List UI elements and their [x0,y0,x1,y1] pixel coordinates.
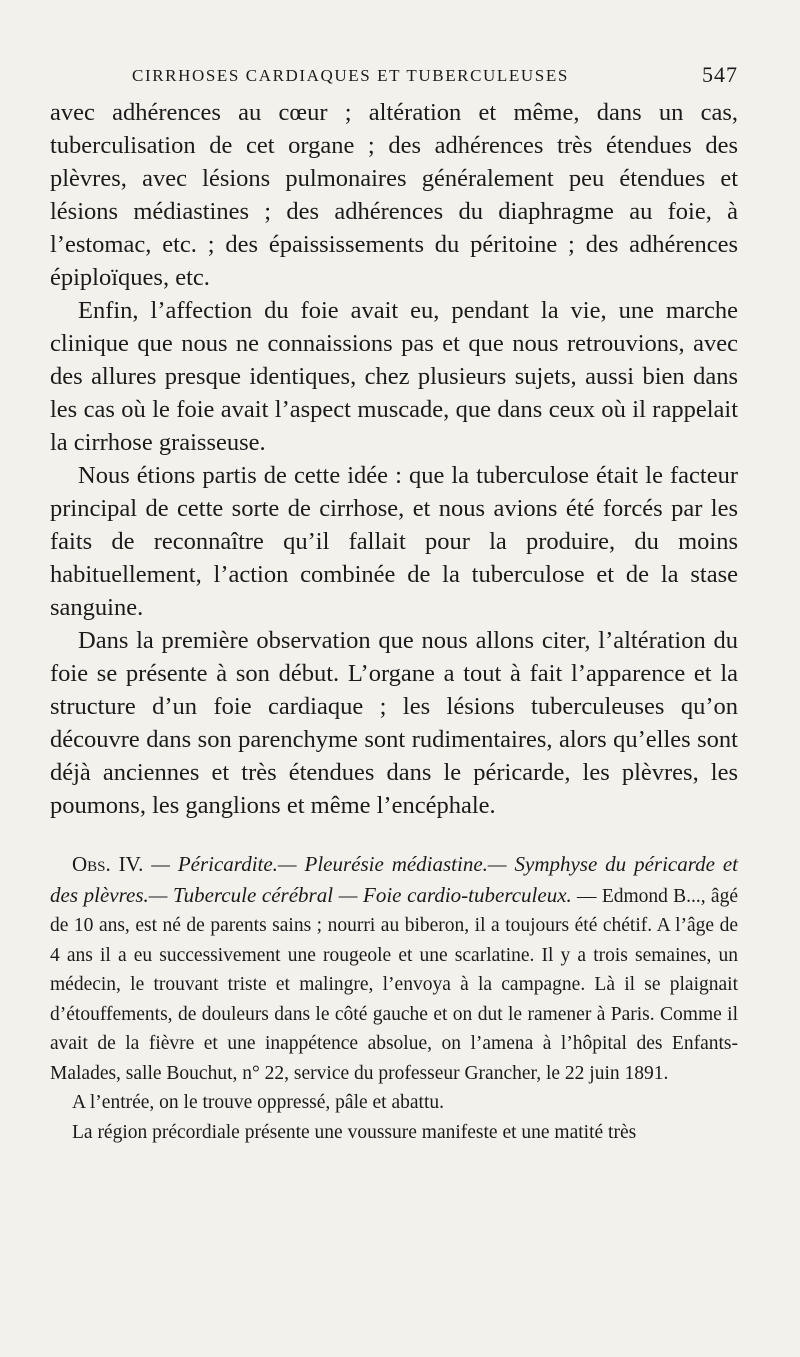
observation-label: Obs. IV. [72,852,144,876]
observation-paragraph [50,850,738,1088]
main-text [50,96,738,822]
observation-heading: — Péricardite.— Pleurésie médiastine.— Symphyse du péricarde et des plèvres.— Tubercule cérébral — Foie cardio-tuberculeux. [50,852,738,907]
paragraph-2: Enfin, l’affection du foie avait eu, pendant la vie, une marche clinique que nous ne connaissions pas et que nous retrouvions, avec des allures presque identiques, chez plusieurs sujets, aussi bien dans les cas où le foie avait l’aspect muscade, que dans ceux où il rappelait la cirrhose graisseuse. [50,297,738,456]
observation-text: — Edmond B..., âgé de 10 ans, est né de parents sains ; nourri au biberon, il a toujours été chétif. A l’âge de 4 ans il a eu successivement une rougeole et une scarlatine. Il y a trois semaines, un médecin, le trouvant triste et malingre, l’envoya à la campagne. Là il se plaignait d’étouffements, de douleurs dans le côté gauche et on dut le ramener à Paris. Comme il avait de la fièvre et une inappétence absolue, on l’amena à l’hôpital des Enfants-Malades, salle Bouchut, n° 22, service du professeur Grancher, le 22 juin 1891. [50,885,738,1084]
paragraph-3: Nous étions partis de cette idée : que la tuberculose était le facteur principal de cette sorte de cirrhose, et nous avions été forcés par les faits de reconnaître qu’il fallait pour la produire, du moins habituellement, l’action combinée de la tuberculose et de la stase sanguine. [50,462,738,621]
page-number: 547 [702,62,738,87]
running-title: CIRRHOSES CARDIAQUES ET TUBERCULEUSES [132,66,569,85]
observation-block [50,850,738,1147]
paragraph-4: Dans la première observation que nous allons citer, l’altération du foie se présente à son début. L’organe a tout à fait l’apparence et la structure d’un foie cardiaque ; les lésions tuberculeuses qu’on découvre dans son parenchyme sont rudimentaires, alors qu’elles sont déjà anciennes et très étendues dans le péricarde, les plèvres, les poumons, les ganglions et même l’encéphale. [50,627,738,819]
observation-line-precordial: La région précordiale présente une voussure manifeste et une matité très [72,1121,637,1143]
paragraph-1: avec adhérences au cœur ; altération et même, dans un cas, tuberculisation de cet organe ; des adhérences très étendues des plèvres, avec lésions pulmonaires généralement peu étendues et lésions médiastines ; des adhérences du diaphragme au foie, à l’estomac, etc. ; des épaississements du péritoine ; des adhérences épiploïques, etc. [50,99,738,291]
observation-line-entry: A l’entrée, on le trouve oppressé, pâle et abattu. [72,1092,444,1113]
running-head [50,58,738,94]
